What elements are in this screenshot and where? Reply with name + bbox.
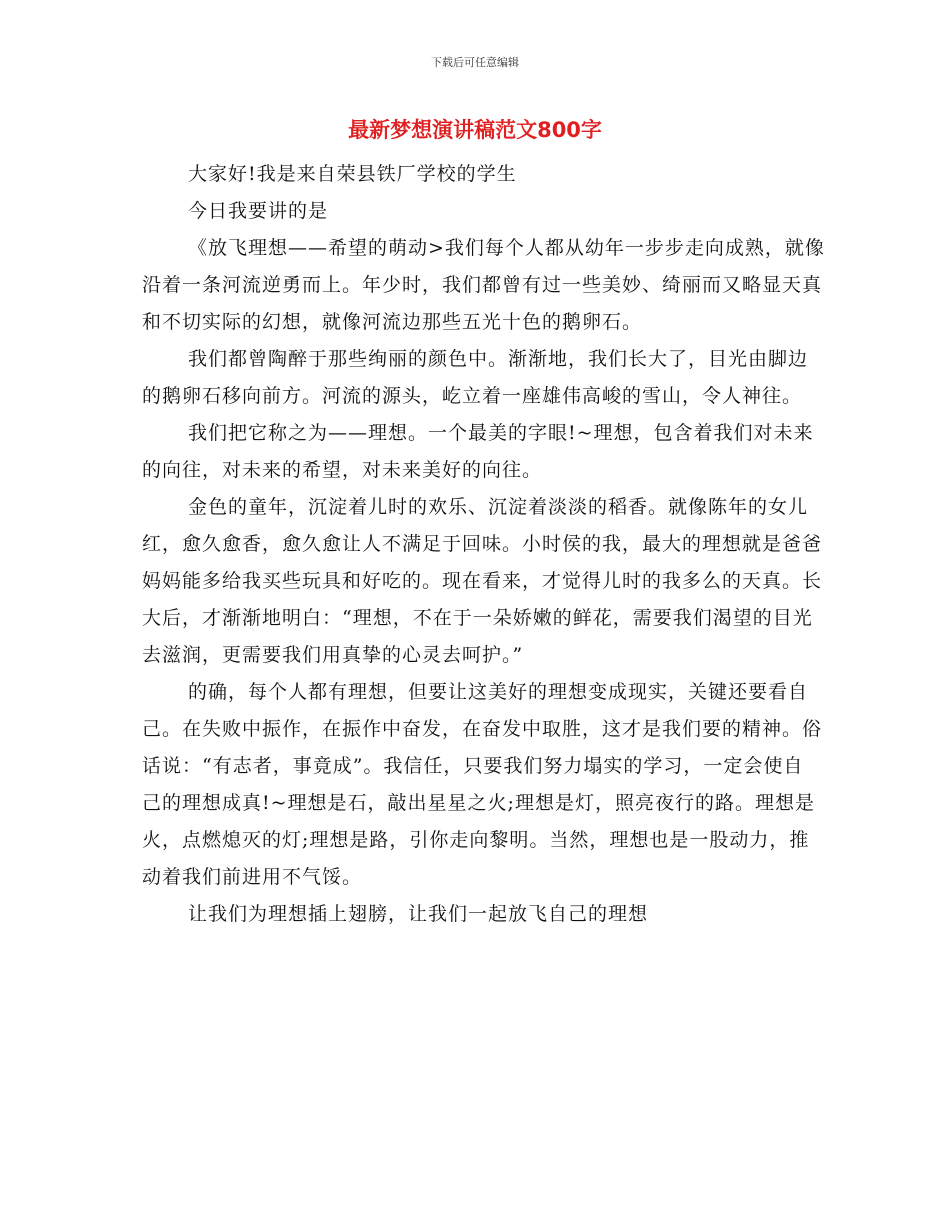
paragraph-colors: 我们都曾陶醉于那些绚丽的颜色中。渐渐地，我们长大了，目光由脚边的鹅卵石移向前方。河流的源头，屹立着一座雄伟高峻的雪山，令人神往。 <box>142 348 809 407</box>
paragraph-childhood: 金色的童年，沉淀着儿时的欢乐、沉淀着淡淡的稻香。就像陈年的女儿红，愈久愈香，愈久愈让人不满足于回味。小时侯的我，最大的理想就是爸爸妈妈能多给我买些玩具和好吃的。现在看来，才觉得儿时的我多么的天真。长大后，才渐渐地明白：“理想，不在于一朵娇嫩的鲜花，需要我们渴望的目光去滋润，更需要我们用真挚的心灵去呵护。” <box>142 496 823 666</box>
page-header-note: 下载后可任意编辑 <box>431 56 519 69</box>
paragraph-intro: 今日我要讲的是 <box>188 200 329 222</box>
paragraph-ideal: 我们把它称之为——理想。一个最美的字眼!~理想，包含着我们对未来的向往，对未来的希望，对未来美好的向往。 <box>142 422 814 481</box>
document-body <box>142 156 825 933</box>
paragraph-river: 《放飞理想——希望的萌动>我们每个人都从幼年一步步走向成熟，就像沿着一条河流逆勇而上。年少时，我们都曾有过一些美妙、绮丽而又略显天真和不切实际的幻想，就像河流边那些五光十色的鹅卵石。 <box>142 237 825 333</box>
paragraph-reality: 的确，每个人都有理想，但要让这美好的理想变成现实，关键还要看自己。在失败中振作，在振作中奋发，在奋发中取胜，这才是我们要的精神。俗话说：“有志者，事竟成”。我信任，只要我们努力塌实的学习，一定会使自己的理想成真!~理想是石，敲出星星之火;理想是灯，照亮夜行的路。理想是火，点燃熄灭的灯;理想是路，引你走向黎明。当然，理想也是一股动力，推动着我们前进用不气馁。 <box>142 681 823 888</box>
paragraph-greeting: 大家好!我是来自荣县铁厂学校的学生 <box>188 163 517 185</box>
document-title: 最新梦想演讲稿范文800字 <box>348 118 602 142</box>
paragraph-closing: 让我们为理想插上翅膀，让我们一起放飞自己的理想 <box>188 903 649 925</box>
